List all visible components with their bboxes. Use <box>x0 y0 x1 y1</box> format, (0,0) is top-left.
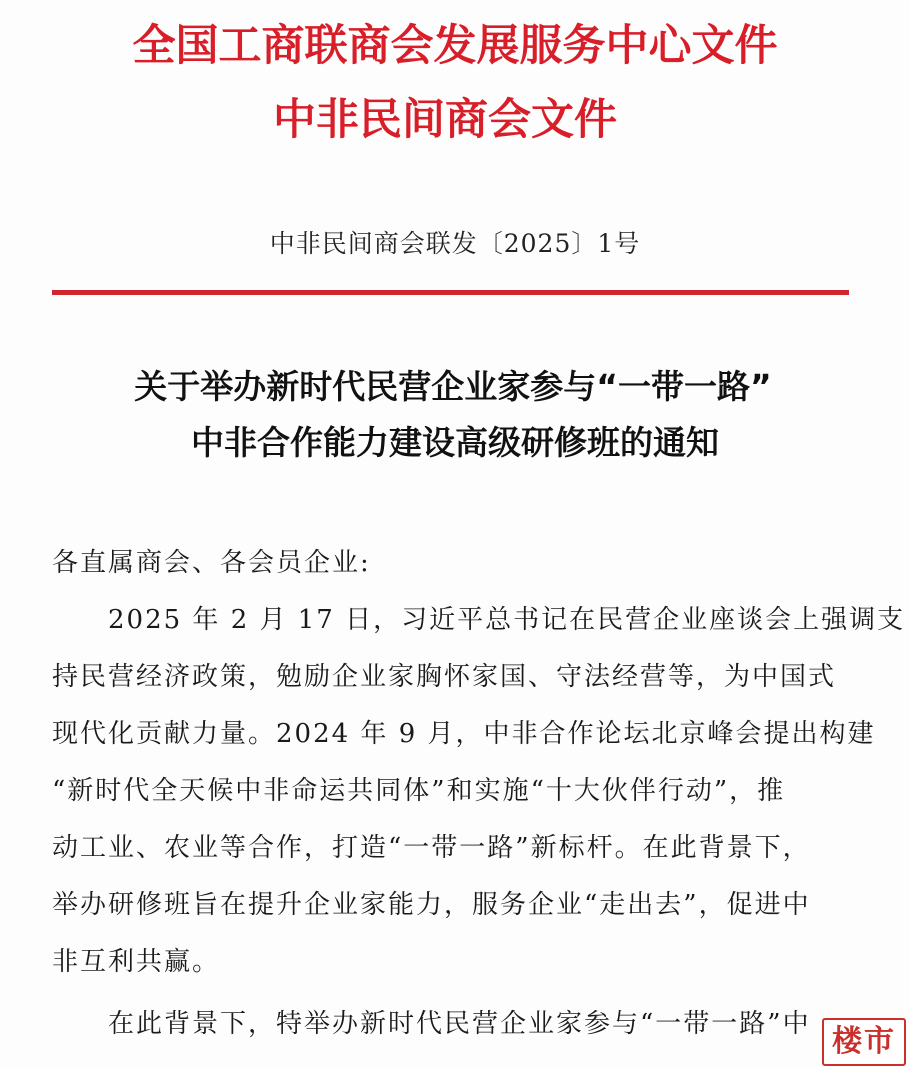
paragraph-line: “新时代全天候中非命运共同体”和实施“十大伙伴行动”，推 <box>52 776 786 806</box>
notice-title-line-2: 中非合作能力建设高级研修班的通知 <box>191 423 719 462</box>
paragraph-line: 现代化贡献力量。2024 年 9 月，中非合作论坛北京峰会提出构建 <box>52 719 876 749</box>
paragraph-line: 2025 年 2 月 17 日，习近平总书记在民营企业座谈会上强调支 <box>108 605 906 635</box>
issuer-header-2: 中非民间商会文件 <box>273 95 617 145</box>
notice-title-line-1: 关于举办新时代民营企业家参与“一带一路” <box>134 367 772 406</box>
paragraph-line: 持民营经济政策，勉励企业家胸怀家国、守法经营等，为中国式 <box>52 662 837 692</box>
paragraph-line: 动工业、农业等合作，打造“一带一路”新标杆。在此背景下， <box>52 833 811 863</box>
paragraph-line: 非互利共赢。 <box>52 947 221 977</box>
salutation: 各直属商会、各会员企业: <box>52 548 371 578</box>
red-divider <box>52 290 849 295</box>
paragraph-line: 举办研修班旨在提升企业家能力，服务企业“走出去”，促进中 <box>52 890 811 920</box>
issuer-header-1: 全国工商联商会发展服务中心文件 <box>132 21 778 71</box>
paragraph-line: 在此背景下，特举办新时代民营企业家参与“一带一路”中 <box>108 1009 811 1039</box>
watermark-stamp: 楼市 <box>822 1018 906 1066</box>
document-number: 中非民间商会联发〔2025〕1号 <box>269 229 641 258</box>
